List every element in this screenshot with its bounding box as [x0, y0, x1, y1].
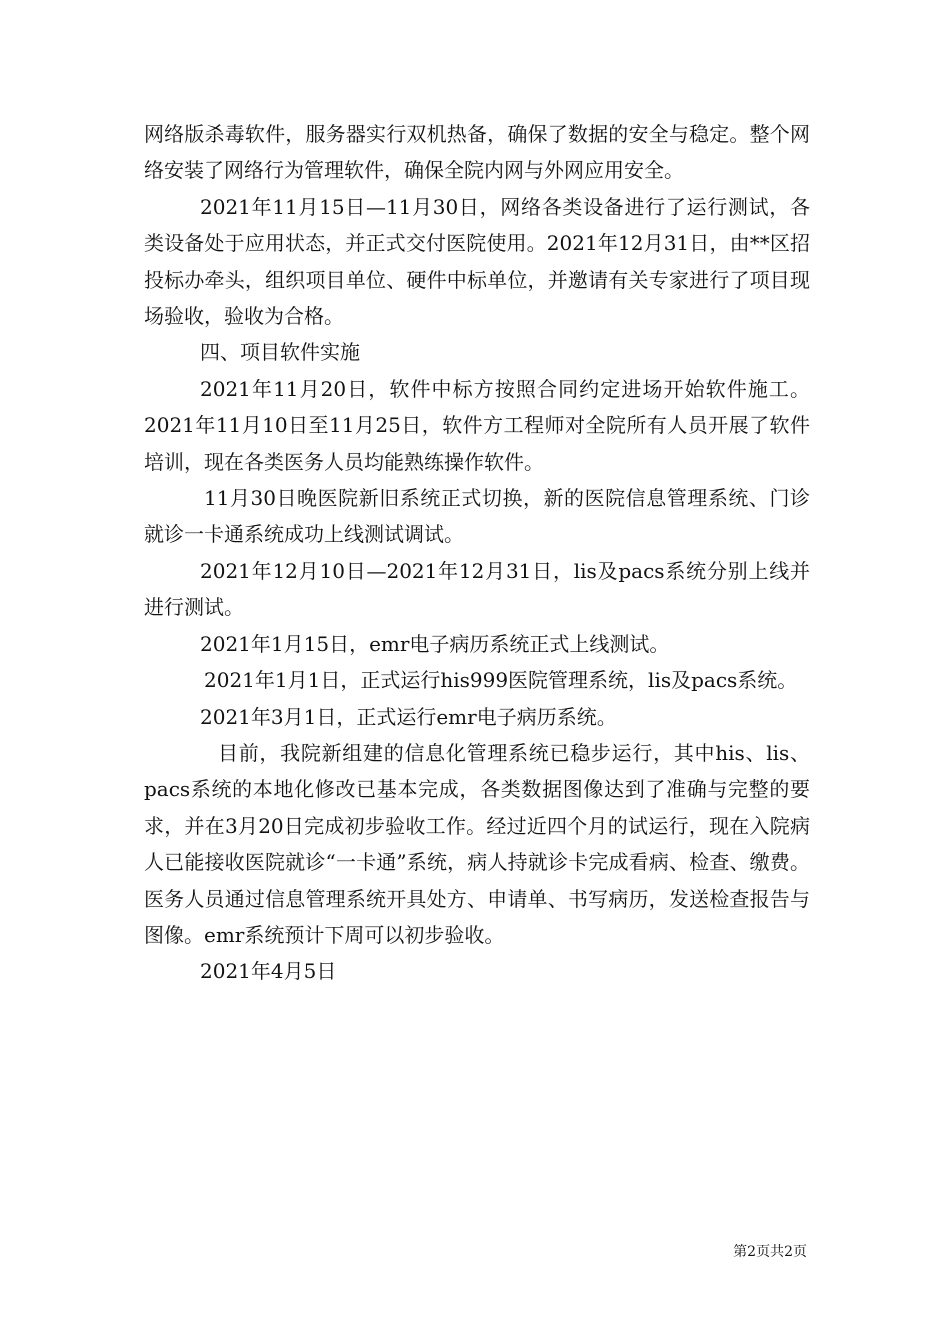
paragraph-1: 网络版杀毒软件，服务器实行双机热备，确保了数据的安全与稳定。整个网络安装了网络行为管理软件，确保全院内网与外网应用安全。: [144, 122, 810, 183]
paragraph-9: 目前，我院新组建的信息化管理系统已稳步运行，其中his、lis、pacs系统的本地化修改已基本完成，各类数据图像达到了准确与完整的要求，并在3月20日完成初步验收工作。经过近四个月的试运行，现在入院病人已能接收医院就诊“一卡通”系统，病人持就诊卡完成看病、检查、缴费。医务人员通过信息管理系统开具处方、申请单、书写病历，发送检查报告与图像。emr系统预计下周可以初步验收。: [144, 740, 810, 947]
paragraph-7: 2021年1月1日，正式运行his999医院管理系统，lis及pacs系统。: [204, 668, 798, 693]
paragraph-6: 2021年1月15日，emr电子病历系统正式上线测试。: [200, 631, 670, 656]
section-heading: 四、项目软件实施: [200, 340, 360, 365]
paragraph-2: 2021年11月15日—11月30日，网络各类设备进行了运行测试，各类设备处于应用状态，并正式交付医院使用。2021年12月31日，由**区招投标办牵头，组织项目单位、硬件中标单位，并邀请有关专家进行了项目现场验收，验收为合格。: [144, 194, 810, 329]
document-date: 2021年4月5日: [200, 959, 337, 984]
paragraph-4: 11月30日晚医院新旧系统正式切换，新的医院信息管理系统、门诊就诊一卡通系统成功上线测试调试。: [144, 486, 810, 547]
paragraph-5: 2021年12月10日—2021年12月31日，lis及pacs系统分别上线并进行测试。: [144, 558, 810, 620]
page-number: 第2页共2页: [733, 1244, 807, 1260]
paragraph-8: 2021年3月1日，正式运行emr电子病历系统。: [200, 704, 617, 729]
paragraph-3: 2021年11月20日，软件中标方按照合同约定进场开始软件施工。2021年11月10日至11月25日，软件方工程师对全院所有人员开展了软件培训，现在各类医务人员均能熟练操作软件。: [144, 376, 810, 474]
document-body: [144, 116, 810, 990]
